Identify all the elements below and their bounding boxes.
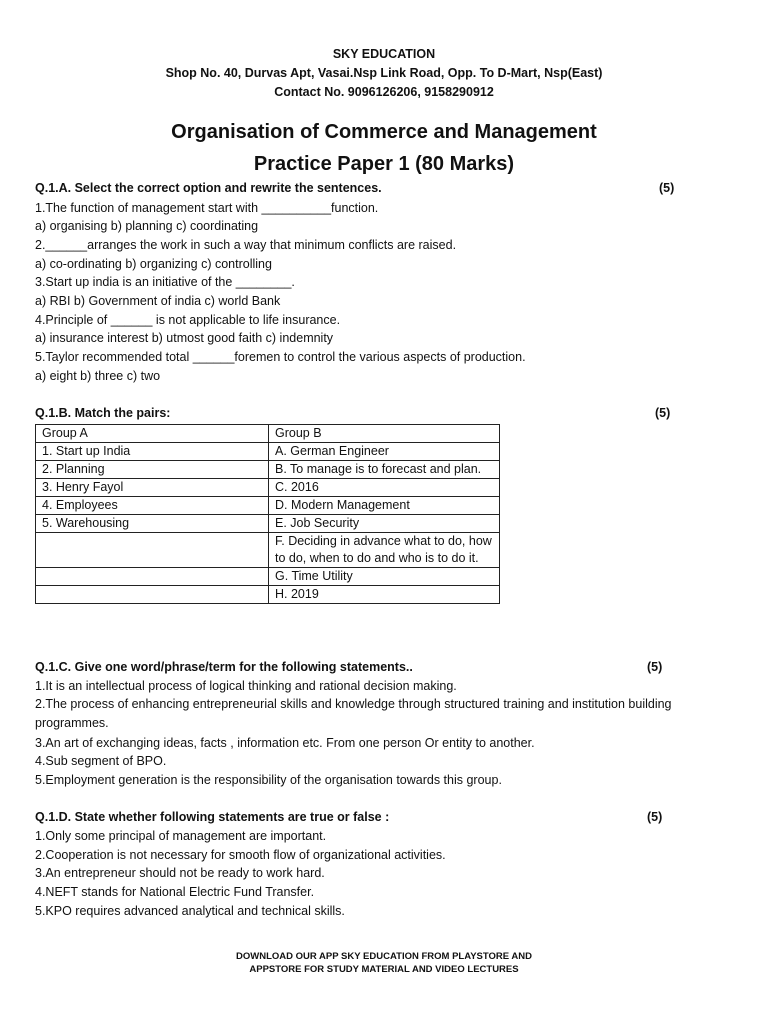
footer-line-1: DOWNLOAD OUR APP SKY EDUCATION FROM PLAYSTORE AND xyxy=(236,951,532,962)
q1a-line: 2.______arranges the work in such a way that minimum conflicts are raised. xyxy=(35,238,457,252)
institute-name: SKY EDUCATION xyxy=(332,47,436,61)
table-row xyxy=(36,586,500,604)
q1a-line: a) insurance interest b) utmost good faith c) indemnity xyxy=(35,331,334,345)
group-b-cell: F. Deciding in advance what to do, how to do, when to do and who is to do it. xyxy=(269,533,500,568)
group-a-cell: 1. Start up India xyxy=(36,443,269,461)
institute-address: Shop No. 40, Durvas Apt, Vasai.Nsp Link Road, Opp. To D-Mart, Nsp(East) xyxy=(165,66,603,80)
group-b-cell: G. Time Utility xyxy=(269,568,500,586)
paper-title: Organisation of Commerce and Management xyxy=(171,121,597,143)
q1a-line: a) eight b) three c) two xyxy=(35,369,161,383)
q1c-line: 5.Employment generation is the responsibility of the organisation towards this group. xyxy=(35,773,502,787)
q1d-line: 2.Cooperation is not necessary for smooth flow of organizational activities. xyxy=(35,848,446,862)
group-b-cell: H. 2019 xyxy=(269,586,500,604)
q1d-line: 1.Only some principal of management are important. xyxy=(35,829,327,843)
q1c-marks: (5) xyxy=(647,660,663,674)
match-pairs-table xyxy=(35,424,500,604)
q1b-marks: (5) xyxy=(655,406,671,420)
group-a-cell xyxy=(36,533,269,568)
q1c-line: 2.The process of enhancing entrepreneurial skills and knowledge through structured training and institution building xyxy=(35,697,672,711)
q1d-marks: (5) xyxy=(647,810,663,824)
group-b-cell: D. Modern Management xyxy=(269,497,500,515)
table-row xyxy=(36,533,500,568)
table-row xyxy=(36,461,500,479)
group-a-cell: 5. Warehousing xyxy=(36,515,269,533)
q1b-heading: Q.1.B. Match the pairs: xyxy=(35,406,171,420)
q1d-line: 5.KPO requires advanced analytical and technical skills. xyxy=(35,904,345,918)
q1a-line: a) co-ordinating b) organizing c) controlling xyxy=(35,257,272,271)
group-a-cell xyxy=(36,568,269,586)
q1a-line: 5.Taylor recommended total ______foremen to control the various aspects of production. xyxy=(35,350,526,364)
table-row xyxy=(36,515,500,533)
group-a-cell: 4. Employees xyxy=(36,497,269,515)
q1d-heading: Q.1.D. State whether following statements are true or false : xyxy=(35,810,390,824)
q1c-line: 4.Sub segment of BPO. xyxy=(35,754,167,768)
group-b-cell: C. 2016 xyxy=(269,479,500,497)
group-b-header: Group B xyxy=(269,425,500,443)
q1a-line: a) organising b) planning c) coordinating xyxy=(35,219,259,233)
q1a-line: 1.The function of management start with __________function. xyxy=(35,201,379,215)
group-a-cell: 2. Planning xyxy=(36,461,269,479)
paper-subtitle: Practice Paper 1 (80 Marks) xyxy=(253,153,515,175)
group-a-cell xyxy=(36,586,269,604)
table-row xyxy=(36,568,500,586)
group-a-cell: 3. Henry Fayol xyxy=(36,479,269,497)
group-b-cell: A. German Engineer xyxy=(269,443,500,461)
table-row xyxy=(36,479,500,497)
q1a-line: 3.Start up india is an initiative of the ________. xyxy=(35,275,295,289)
table-header-row xyxy=(36,425,500,443)
q1c-line: programmes. xyxy=(35,716,109,730)
q1a-line: 4.Principle of ______ is not applicable to life insurance. xyxy=(35,313,341,327)
q1d-line: 4.NEFT stands for National Electric Fund Transfer. xyxy=(35,885,315,899)
group-a-header: Group A xyxy=(36,425,269,443)
group-b-cell: E. Job Security xyxy=(269,515,500,533)
institute-contact: Contact No. 9096126206, 9158290912 xyxy=(274,85,494,99)
table-row xyxy=(36,443,500,461)
q1d-line: 3.An entrepreneur should not be ready to work hard. xyxy=(35,866,325,880)
footer-line-2: APPSTORE FOR STUDY MATERIAL AND VIDEO LECTURES xyxy=(249,964,519,975)
q1c-heading: Q.1.C. Give one word/phrase/term for the following statements.. xyxy=(35,660,413,674)
q1a-heading: Q.1.A. Select the correct option and rewrite the sentences. xyxy=(35,181,382,195)
q1a-line: a) RBI b) Government of india c) world Bank xyxy=(35,294,281,308)
q1c-line: 1.It is an intellectual process of logical thinking and rational decision making. xyxy=(35,679,457,693)
group-b-cell: B. To manage is to forecast and plan. xyxy=(269,461,500,479)
table-row xyxy=(36,497,500,515)
q1c-line: 3.An art of exchanging ideas, facts , information etc. From one person Or entity to another. xyxy=(35,736,535,750)
q1a-marks: (5) xyxy=(659,181,675,195)
